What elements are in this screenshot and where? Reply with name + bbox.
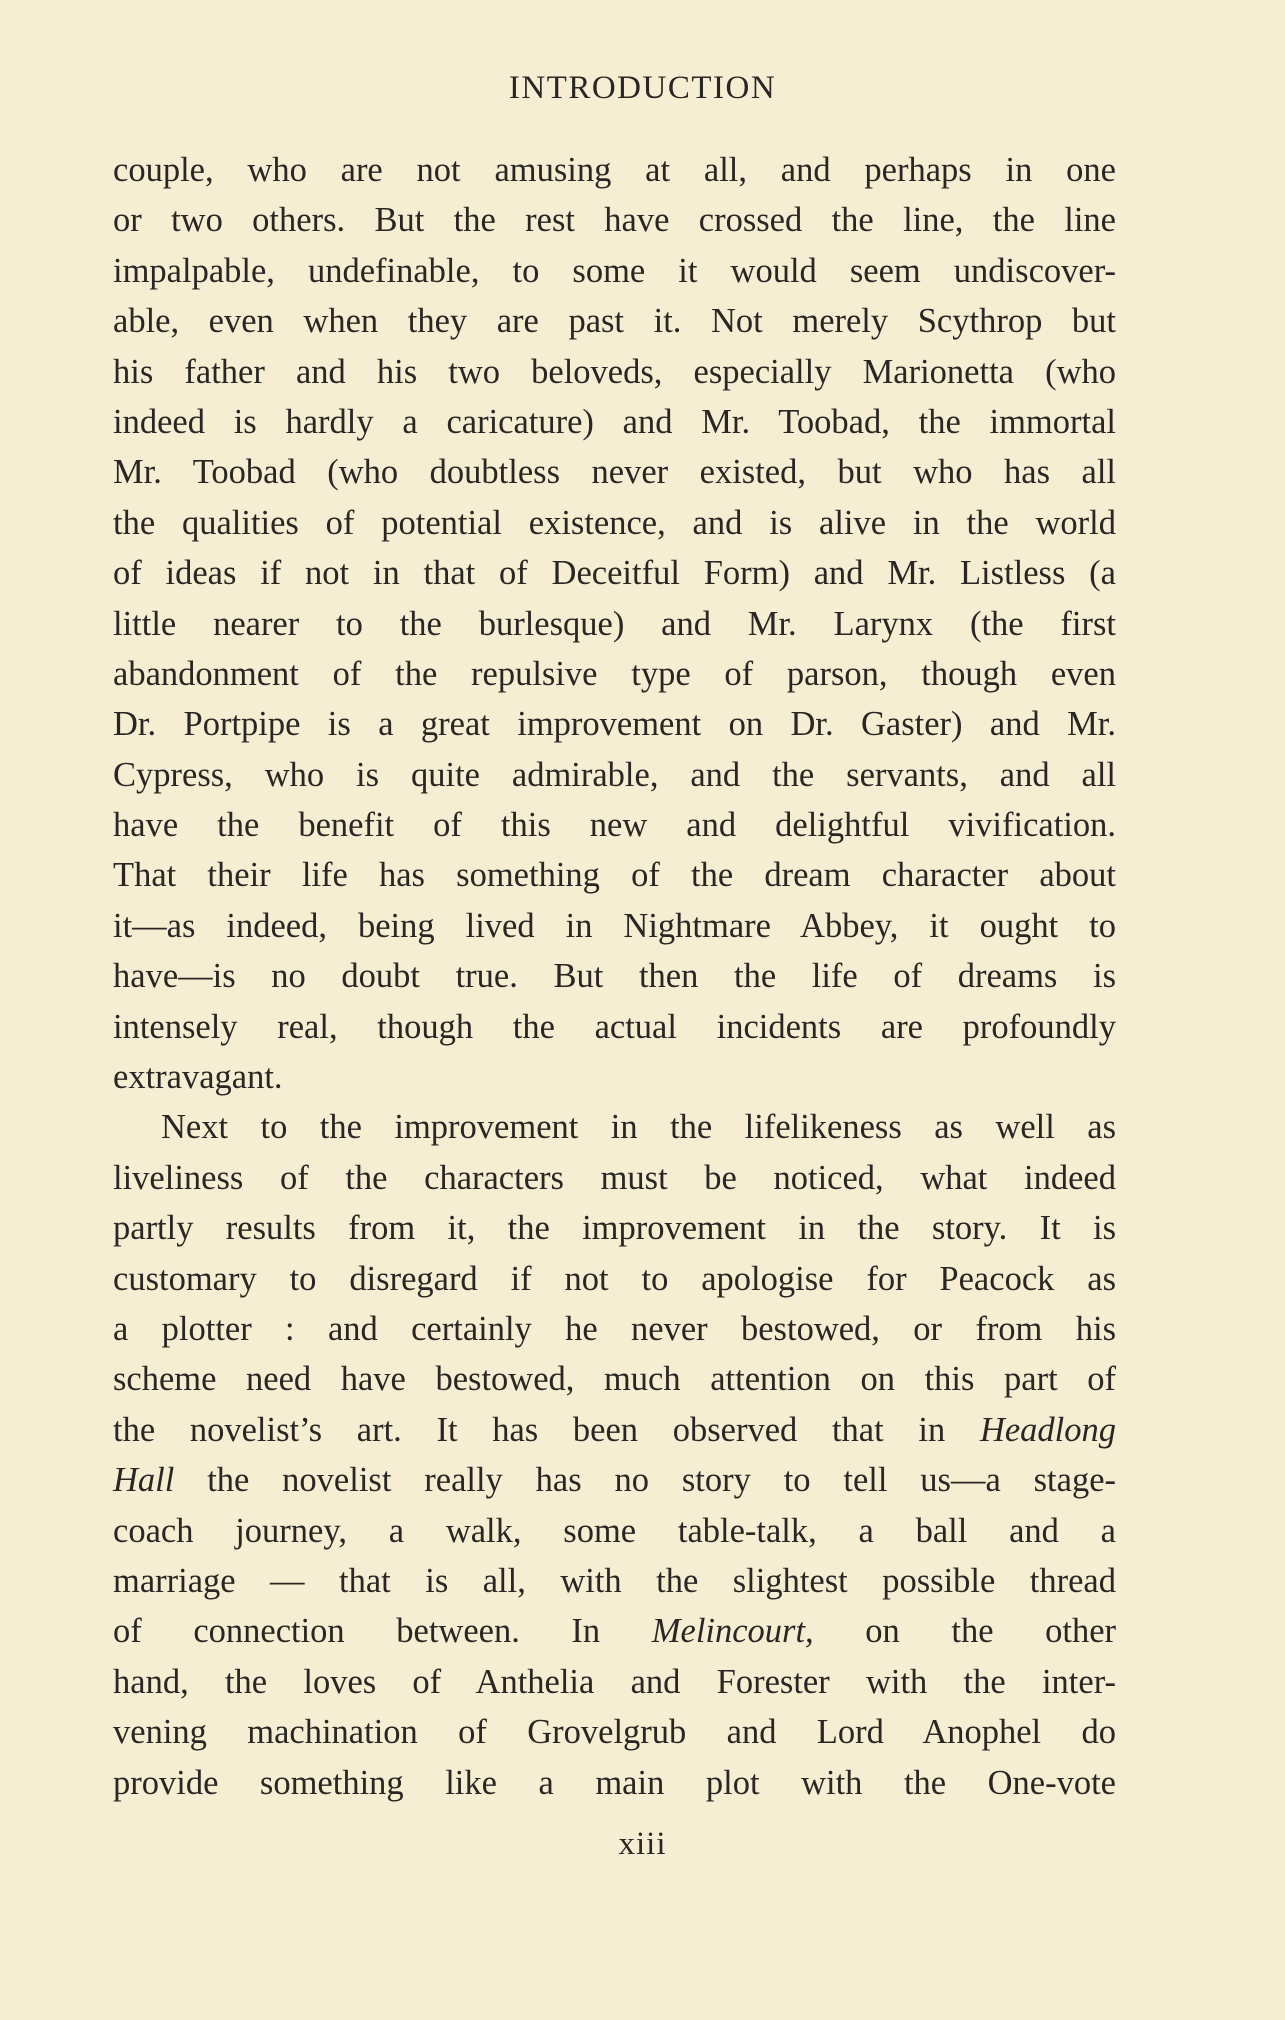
text-line: customary to disregard if not to apologise for Peacock as xyxy=(113,1259,1116,1298)
text-run: the novelist’s art. It has been observed that in xyxy=(113,1410,946,1449)
text-line: liveliness of the characters must be noticed, what indeed xyxy=(113,1158,1116,1197)
text-line: Mr. Toobad (who doubtless never existed, but who has all xyxy=(113,453,1116,492)
text-line: or two others. But the rest have crossed the line, the line xyxy=(113,201,1116,240)
text-line-paragraph-end: extravagant. xyxy=(113,1058,283,1097)
italic-title: Hall xyxy=(113,1461,175,1500)
text-line: partly results from it, the improvement in the story. It is xyxy=(113,1209,1116,1248)
text-line: little nearer to the burlesque) and Mr. Larynx (the first xyxy=(113,604,1116,643)
text-line: able, even when they are past it. Not merely Scythrop but xyxy=(113,302,1116,341)
text-line: have the benefit of this new and delightful vivification. xyxy=(113,806,1116,845)
text-line: have—is no doubt true. But then the life of dreams is xyxy=(113,957,1116,996)
italic-title: Melincourt, xyxy=(651,1612,814,1651)
text-run: of connection between. In xyxy=(113,1612,652,1651)
text-line: scheme need have bestowed, much attention on this part of xyxy=(113,1360,1116,1399)
text-run: the novelist really has no story to tell us—a stage- xyxy=(174,1461,1116,1500)
text-line: impalpable, undefinable, to some it would seem undiscover- xyxy=(113,251,1116,290)
text-line xyxy=(113,1455,1116,1505)
text-line: provide something like a main plot with the One-vote xyxy=(113,1763,1116,1802)
text-line: vening machination of Grovelgrub and Lord Anophel do xyxy=(113,1713,1116,1752)
text-line: indeed is hardly a caricature) and Mr. Toobad, the immortal xyxy=(113,402,1116,441)
body-text xyxy=(113,145,1116,1808)
text-line: coach journey, a walk, some table-talk, a ball and a xyxy=(113,1511,1116,1550)
italic-title: Headlong xyxy=(979,1410,1117,1449)
text-line: couple, who are not amusing at all, and perhaps in one xyxy=(113,151,1116,189)
text-line: of ideas if not in that of Deceitful Form) and Mr. Listless (a xyxy=(113,554,1116,593)
text-line xyxy=(113,1405,1116,1455)
text-line: That their life has something of the dream character about xyxy=(113,856,1116,895)
text-line: Dr. Portpipe is a great improvement on Dr. Gaster) and Mr. xyxy=(113,705,1116,744)
text-line: it—as indeed, being lived in Nightmare Abbey, it ought to xyxy=(113,906,1116,945)
page-number: xiii xyxy=(618,1826,667,1862)
text-run: on the other xyxy=(813,1612,1116,1651)
text-line: a plotter : and certainly he never bestowed, or from his xyxy=(113,1309,1116,1348)
text-line: the qualities of potential existence, and is alive in the world xyxy=(113,503,1116,542)
text-line-paragraph-start: Next to the improvement in the lifelikeness as well as xyxy=(161,1108,1116,1147)
text-line: intensely real, though the actual incidents are profoundly xyxy=(113,1007,1116,1046)
running-head: INTRODUCTION xyxy=(508,70,777,106)
text-line: hand, the loves of Anthelia and Forester with the inter- xyxy=(113,1662,1116,1701)
text-line xyxy=(113,1606,1116,1656)
text-line: abandonment of the repulsive type of parson, though even xyxy=(113,654,1116,693)
text-line: marriage — that is all, with the slightest possible thread xyxy=(113,1561,1116,1600)
text-line: Cypress, who is quite admirable, and the servants, and all xyxy=(113,755,1116,794)
text-line: his father and his two beloveds, especially Marionetta (who xyxy=(113,352,1116,391)
